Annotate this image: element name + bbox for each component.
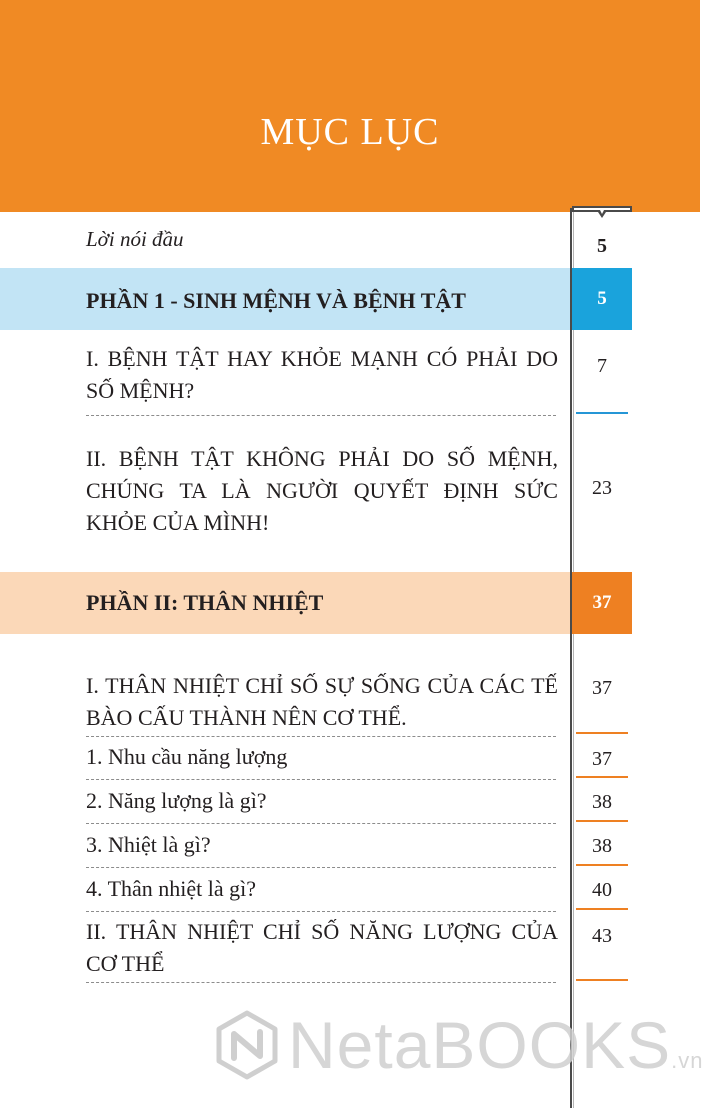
dashed-divider	[86, 779, 556, 780]
dashed-divider	[86, 911, 556, 912]
toc-entry-1-i[interactable]: I. BỆNH TẬT HAY KHỎE MẠNH CÓ PHẢI DO SỐ MỆNH?	[86, 346, 558, 403]
toc-page-2-ii: 43	[592, 925, 612, 947]
dashed-divider	[86, 415, 556, 416]
dashed-divider	[86, 823, 556, 824]
toc-entry-part-1[interactable]: PHẦN 1 - SINH MỆNH VÀ BỆNH TẬT	[86, 288, 466, 313]
part-2-page-box	[572, 572, 632, 634]
dashed-divider	[86, 736, 556, 737]
toc-page-part-1: 5	[597, 288, 607, 309]
dashed-divider	[86, 982, 556, 983]
dashed-divider	[86, 867, 556, 868]
header-banner	[0, 0, 700, 212]
watermark-domain-suffix: .vn	[671, 1048, 704, 1073]
toc-page-2-i-2: 38	[592, 791, 612, 813]
watermark-brand-text: NetaBOOKS	[288, 1008, 672, 1082]
toc-page-2-i-1: 37	[592, 748, 612, 770]
toc-page-part-2: 37	[592, 592, 612, 613]
toc-entry-2-ii[interactable]: II. THÂN NHIỆT CHỈ SỐ NĂNG LƯỢNG CỦA CƠ THỂ	[86, 919, 558, 976]
watermark-brand	[288, 1010, 704, 1096]
toc-page-preface: 5	[597, 235, 607, 257]
toc-entry-2-i[interactable]: I. THÂN NHIỆT CHỈ SỐ SỰ SỐNG CỦA CÁC TẾ BÀO CẤU THÀNH NÊN CƠ THỂ.	[86, 673, 558, 730]
page-tick	[576, 412, 628, 414]
toc-entry-2-i-4[interactable]: 4. Thân nhiệt là gì?	[86, 876, 257, 901]
page-tick	[576, 732, 628, 734]
toc-page-2-i-4: 40	[592, 879, 612, 901]
toc-entry-2-i-1[interactable]: 1. Nhu cầu năng lượng	[86, 744, 288, 769]
toc-entry-1-ii[interactable]: II. BỆNH TẬT KHÔNG PHẢI DO SỐ MỆNH, CHÚNG TA LÀ NGƯỜI QUYẾT ĐỊNH SỨC KHỎE CỦA MÌNH!	[86, 446, 558, 535]
toc-entry-2-i-2[interactable]: 2. Năng lượng là gì?	[86, 788, 267, 813]
page-tick	[576, 864, 628, 866]
toc-page-1-i: 7	[597, 355, 607, 377]
netabooks-logo-icon	[212, 1010, 282, 1080]
toc-page-2-i: 37	[592, 677, 612, 699]
part-1-page-box	[572, 268, 632, 330]
toc-page-2-i-3: 38	[592, 835, 612, 857]
page-tick	[576, 820, 628, 822]
page-column-rule	[570, 208, 572, 1108]
toc-page-1-ii: 23	[592, 477, 612, 499]
page-tick	[576, 776, 628, 778]
column-tab-notch	[572, 206, 632, 220]
toc-entry-preface[interactable]: Lời nói đầu	[86, 227, 184, 251]
page-tick	[576, 979, 628, 981]
toc-entry-part-2[interactable]: PHẦN II: THÂN NHIỆT	[86, 590, 324, 615]
page-title: MỤC LỤC	[260, 111, 440, 153]
page-tick	[576, 908, 628, 910]
page-column-rule-light	[573, 208, 574, 1108]
toc-entry-2-i-3[interactable]: 3. Nhiệt là gì?	[86, 832, 211, 857]
